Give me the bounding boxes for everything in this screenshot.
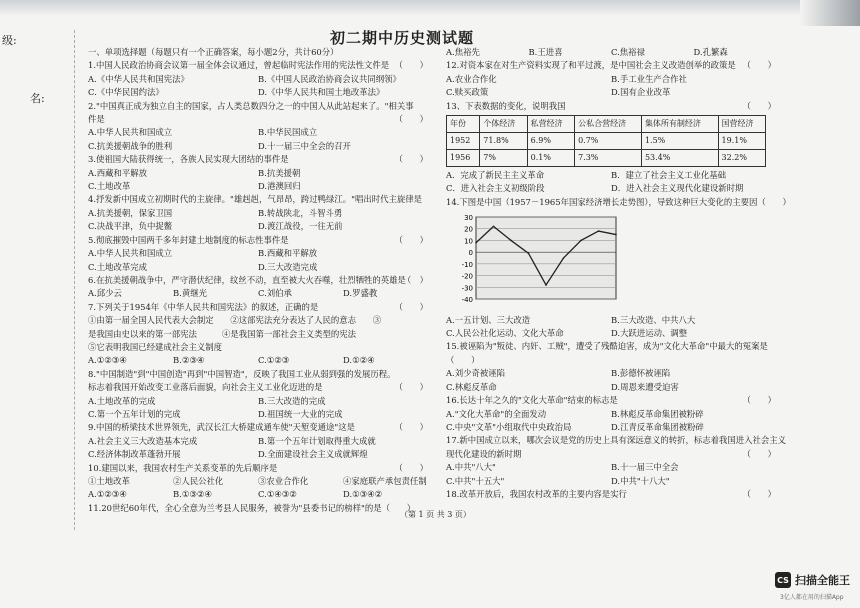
question-stem: 17.新中国成立以来，哪次会议是党的历史上具有深远意义的转折，标志着我国进入社会主义 [446, 435, 786, 446]
answer-paren: （ ） [394, 462, 428, 473]
scan-shadow [0, 0, 860, 16]
answer-paren: （ ） [394, 114, 428, 125]
y-tick-label: -30 [461, 284, 473, 293]
table-cell: 0.1% [527, 150, 574, 167]
question-stem-row [88, 502, 428, 515]
answer-option: B.林彪反革命集团被粉碎 [611, 408, 704, 419]
answer-option: D.罗盛教 [343, 288, 378, 299]
answer-paren: （ ） [742, 488, 776, 499]
answer-option: B.第一个五年计划取得重大成就 [258, 435, 376, 446]
answer-paren: （ ） [402, 274, 428, 285]
table-cell: 私营经济 [527, 116, 574, 133]
answer-option: ④家庭联产承包责任制 [343, 476, 427, 486]
answer-option: C.①②③ [258, 355, 290, 366]
answer-option: B．建立了社会主义工业化基础 [611, 170, 727, 181]
y-tick-label: 30 [464, 214, 473, 223]
answer-paren: （ ） [394, 154, 428, 165]
answer-option: ⑤它表明我国已经建成社会主义制度 [88, 341, 222, 352]
question-stem-row [88, 462, 428, 475]
answer-option: C.抗美援朝战争的胜利 [88, 140, 173, 151]
answer-paren: （ ） [742, 448, 776, 459]
answer-option: D.①②④ [343, 355, 375, 366]
answer-options [88, 207, 428, 234]
left-column [88, 46, 428, 515]
question-stem: 7.下列关于1954年《中华人民共和国宪法》的叙述，正确的是 [88, 301, 319, 312]
answer-option: C.决战平津，负中捉鳖 [88, 221, 173, 232]
answer-option: C.经济体制改革蓬勃开展 [88, 449, 181, 460]
answer-options [446, 73, 776, 100]
question-stem-row [88, 274, 428, 287]
question-stem-row [88, 421, 428, 434]
scanner-brand [775, 572, 850, 588]
answer-option: C.刘伯承 [258, 288, 292, 299]
answer-options [88, 395, 428, 422]
answer-option: A.《中华人民共和国宪法》 [88, 73, 189, 84]
answer-option: ②人民公社化 [173, 476, 224, 486]
y-tick-label: -40 [461, 296, 473, 305]
answer-option: C．进入社会主义初级阶段 [446, 183, 545, 194]
table-cell: 32.2% [718, 150, 765, 167]
answer-option: A.土地改革的完成 [88, 395, 156, 406]
answer-option: A.刘少奇被诬陷 [446, 368, 505, 379]
answer-option: ①土地改革 [88, 476, 130, 486]
page-title: 初二期中历史测试题 [330, 29, 475, 47]
table-row [447, 133, 766, 150]
answer-paren: （ ） [742, 100, 776, 111]
cs-logo-icon: CS [775, 572, 791, 588]
question-stem-row [88, 59, 428, 72]
table-cell: 集体所有制经济 [641, 116, 718, 133]
answer-option: ③农业合作化 [258, 476, 309, 486]
y-tick-label: 10 [464, 237, 473, 246]
question-stem-row [88, 193, 428, 206]
data-point [580, 240, 582, 242]
answer-option: D.全面建设社会主义成就辉煌 [258, 449, 368, 460]
answer-options [446, 46, 776, 59]
answer-options [88, 167, 428, 194]
brand-name: 扫描全能王 [795, 574, 850, 587]
y-tick-label: 20 [464, 225, 473, 234]
answer-option: A.①②③④ [88, 489, 127, 500]
answer-option: D.孔繁森 [693, 47, 728, 57]
economy-table [446, 115, 766, 167]
answer-option: B.十一届三中全会 [611, 462, 679, 473]
answer-option: A.社会主义三大改造基本完成 [88, 435, 198, 446]
table-cell: 1956 [447, 150, 480, 167]
answer-options [446, 367, 776, 394]
answer-option: A.抗美援朝，保家卫国 [88, 207, 173, 218]
table-cell: 53.4% [641, 150, 718, 167]
y-tick-label: 0 [468, 249, 473, 258]
scan-edge [800, 0, 860, 26]
answer-options [88, 354, 428, 367]
answer-paren: （ ） [742, 395, 776, 406]
answer-option: B.②③④ [173, 355, 205, 366]
answer-option: C.人民公社化运动、文化大革命 [446, 328, 564, 339]
table-cell: 年份 [447, 116, 480, 133]
answer-paren: （ ） [394, 382, 428, 393]
answer-option: A.焦裕先 [446, 47, 480, 57]
question-13-options [446, 169, 776, 196]
question-stem-row [446, 394, 776, 407]
table-cell: 公私合营经济 [575, 116, 642, 133]
table-cell: 6.9% [527, 133, 574, 150]
answer-option: C.土地改革 [88, 181, 131, 192]
question-stem: 5.彻底摧毁中国两千多年封建土地制度的标志性事件是 [88, 234, 289, 245]
question-stem: 13、下表数据的变化，说明我国 [446, 100, 566, 111]
answer-options [88, 247, 428, 274]
answer-option: B.王进喜 [528, 47, 563, 57]
question-stem: 18.改革开放后，我国农村改革的主要内容是实行 [446, 488, 627, 499]
answer-option: C.赎买政策 [446, 87, 489, 98]
answer-option: A.①②③④ [88, 355, 127, 366]
answer-option: A.一五计划、三大改造 [446, 314, 531, 325]
answer-option: B.中华民国成立 [258, 127, 318, 138]
question-stem-row [88, 381, 428, 394]
answer-option: A.农业合作化 [446, 73, 497, 84]
y-tick-label: -20 [461, 272, 473, 281]
answer-option: D.江青反革命集团被粉碎 [611, 421, 704, 432]
question-stem: 15.被诬陷为"叛徒、内奸、工贼"，遭受了残酷迫害，成为"文化大革命"中最大的冤案是 [446, 341, 768, 352]
question-14 [446, 196, 791, 209]
brand-tagline: 3亿人都在用的扫描App [780, 594, 844, 601]
class-label: 级: [2, 34, 17, 47]
table-header-row [447, 116, 766, 133]
answer-option: D.周恩来遭受迫害 [611, 381, 679, 392]
answer-option: C.焦裕禄 [611, 47, 645, 57]
answer-option: A.西藏和平解放 [88, 167, 147, 178]
binding-line [74, 30, 75, 530]
answer-options [88, 126, 428, 153]
data-point [545, 284, 547, 286]
answer-option: D.三大改造完成 [258, 261, 318, 272]
question-stem: 标志着我国开始改变工业落后面貌，向社会主义工业化迈进的是 [88, 382, 323, 393]
data-point [528, 253, 530, 255]
answer-options [88, 475, 428, 488]
data-point [493, 226, 495, 228]
answer-option: B.①③②④ [173, 489, 212, 500]
answer-paren: （ ） [394, 301, 428, 312]
question-stem: 14.下图是中国（1957－1965年国家经济增长走势图），导致这种巨大变化的主要因（ ） [446, 196, 791, 207]
question-stem: 2."中国真正成为独立自主的国家，占人类总数四分之一的中国人从此站起来了。"相关事 [88, 100, 414, 111]
answer-option: D.祖国统一大业的完成 [258, 408, 343, 419]
answer-option: D.大跃进运动、调整 [611, 328, 688, 339]
answer-option: C.林彪反革命 [446, 381, 497, 392]
table-cell: 0.7% [575, 133, 642, 150]
answer-option: C.中央"文革"小组取代中央政治局 [446, 421, 572, 432]
data-point [598, 231, 600, 233]
question-stem-row [446, 59, 776, 72]
question-14-options [446, 314, 776, 341]
question-stem: 10.建国以来，我国农村生产关系变革的先后顺序是 [88, 462, 278, 473]
answer-option: B.《中国人民政治协商会议共同纲领》 [258, 73, 401, 84]
answer-option: D.十一届三中全会的召开 [258, 140, 351, 151]
answer-option: D.①③④② [343, 489, 383, 500]
answer-option: B.抗美援朝 [258, 167, 301, 178]
answer-option: A．完成了新民主主义革命 [446, 170, 545, 181]
question-stem-row [88, 113, 428, 126]
question-stem: 件是 [88, 114, 105, 125]
answer-option: A."文化大革命"的全面发动 [446, 408, 547, 419]
answer-option: C.土地改革完成 [88, 261, 148, 272]
answer-option: C.中共"十五大" [446, 475, 505, 486]
table-cell: 7.3% [575, 150, 642, 167]
answer-option: D．进入社会主义现代化建设新时期 [611, 183, 744, 194]
answer-option: B.三大改造、中共八大 [611, 314, 696, 325]
question-stem: 6.在抗美援朝战争中，严守潜伏纪律，纹丝不动，直至被大火吞噬，壮烈牺牲的英雄是 [88, 274, 406, 285]
question-stem: （ ） [446, 354, 480, 365]
answer-option: B.手工业生产合作社 [611, 73, 687, 84]
data-point [615, 234, 617, 236]
table-row [447, 150, 766, 167]
answer-option: C.《中华民国约法》 [88, 87, 164, 98]
answer-options [446, 461, 776, 488]
table-cell: 个体经济 [480, 116, 527, 133]
growth-line-chart [454, 211, 624, 307]
answer-option: ①由第一届全国人民代表大会制定 ②这部宪法充分表达了人民的意志 ③ [88, 315, 382, 326]
question-stem: 现代化建设的新时期 [446, 448, 522, 459]
answer-option: B.西藏和平解放 [258, 248, 318, 259]
left-questions [88, 59, 428, 515]
answer-option: B.黄继光 [173, 288, 207, 299]
answer-option: B.三大改造的完成 [258, 395, 326, 406]
answer-option: A.中华人民共和国成立 [88, 127, 173, 138]
table-cell: 国营经济 [718, 116, 765, 133]
answer-options [88, 287, 428, 300]
question-stem-row [88, 153, 428, 166]
y-tick-label: -10 [461, 261, 473, 270]
question-stem: 16.长达十年之久的"文化大革命"结束的标志是 [446, 395, 618, 406]
question-stem: 9.中国的桥梁技术世界领先，武汉长江大桥建成通车使"天堑变通途"这是 [88, 422, 355, 433]
section-heading: 一、单项选择题（每题只有一个正确答案，每小题2分，共计60分） [88, 47, 339, 57]
question-stem: 12.对资本家在对生产资料实现了和平过渡，是中国社会主义改造创举的政策是 [446, 60, 736, 71]
answer-option: A.中华人民共和国成立 [88, 248, 173, 259]
answer-options [88, 435, 428, 462]
question-stem-row [88, 301, 428, 314]
question-stem: 1.中国人民政治协商会议第一届全体会议通过，曾起临时宪法作用的宪法性文件是 [88, 60, 390, 71]
answer-options [88, 314, 428, 354]
question-stem-row [446, 448, 776, 461]
question-stem-row [88, 234, 428, 247]
answer-options [88, 488, 428, 501]
question-13 [446, 100, 776, 113]
answer-paren: （ ） [394, 60, 428, 71]
question-stem: 11.20世纪60年代，全心全意为兰考县人民服务，被誉为"县委书记的榜样"的是（ ） [88, 502, 416, 513]
answer-option: A.邱少云 [88, 288, 122, 299]
table-cell: 7% [480, 150, 527, 167]
table-cell: 19.1% [718, 133, 765, 150]
question-stem-row [446, 340, 776, 353]
data-point [475, 242, 477, 244]
name-label: 名: [30, 92, 45, 105]
answer-option: D.《中华人民共和国土地改革法》 [258, 87, 385, 98]
right-top-questions [446, 46, 776, 100]
right-column [446, 46, 791, 501]
question-stem-row [88, 100, 428, 113]
answer-option: C.①④③② [258, 489, 297, 500]
answer-option: D.国有企业改革 [611, 87, 671, 98]
answer-paren: （ ） [742, 60, 776, 71]
question-stem-row [446, 354, 776, 367]
answer-option: D.中共"十八大" [611, 475, 670, 486]
question-stem-row [446, 434, 786, 447]
page-footer: （第 1 页 共 3 页） [400, 510, 471, 519]
data-point [563, 257, 565, 259]
answer-option: D.渡江战役，一往无前 [258, 221, 343, 232]
answer-option: D.港澳回归 [258, 181, 301, 192]
answer-paren: （ ） [394, 422, 428, 433]
question-stem: 4.抒发新中国成立初期时代的主旋律。"雄赳赳，气昂昂，跨过鸭绿江。"唱出时代主旋律是 [88, 194, 422, 205]
answer-option: 是我国由史以来的第一部宪法 ④是我国第一部社会主义类型的宪法 [88, 328, 356, 339]
table-cell: 1.5% [641, 133, 718, 150]
answer-option: A.中共"八大" [446, 462, 496, 473]
answer-option: B.转战陕北，斗智斗勇 [258, 207, 343, 218]
table-cell: 1952 [447, 133, 480, 150]
answer-options [88, 73, 428, 100]
answer-options [446, 408, 776, 435]
answer-option: C.第一个五年计划的完成 [88, 408, 181, 419]
question-stem: 3.使祖国大陆获得统一，各族人民实现大团结的事件是 [88, 154, 289, 165]
question-stem-row [88, 368, 428, 381]
question-stem: 8."中国制造"到"中国创造"再到"中国智造"，反映了我国工业从弱到强的发展历程。 [88, 368, 396, 379]
answer-option: B.彭德怀被诬陷 [611, 368, 671, 379]
data-point [510, 240, 512, 242]
table-cell: 71.8% [480, 133, 527, 150]
right-bottom-questions [446, 340, 786, 501]
answer-paren: （ ） [394, 234, 428, 245]
question-stem-row [446, 488, 776, 501]
